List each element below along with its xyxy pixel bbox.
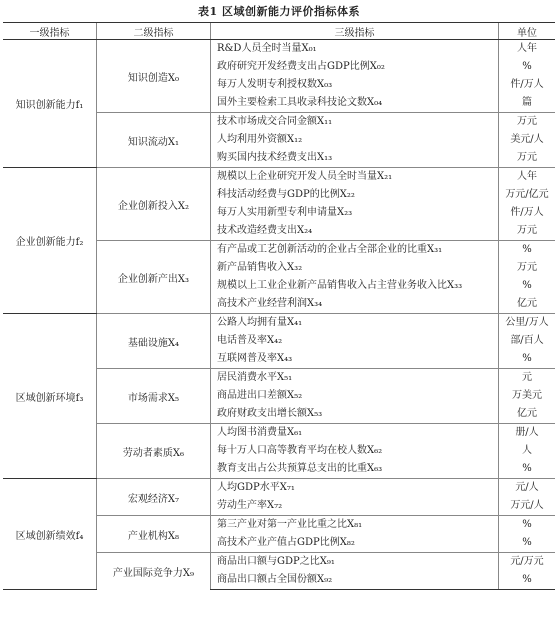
unit-cell: 件/万人 xyxy=(499,204,556,222)
unit-cell: % xyxy=(499,277,556,295)
level3-cell: 公路人均拥有量X₄₁ xyxy=(211,314,499,333)
level3-cell: 高技术产业产值占GDP比例X₈₂ xyxy=(211,534,499,553)
level3-cell: 有产品或工艺创新活动的企业占全部企业的比重X₃₁ xyxy=(211,241,499,260)
level2-cell: 劳动者素质X₆ xyxy=(97,424,211,479)
level1-cell: 区域创新绩效f₄ xyxy=(3,479,97,590)
level3-cell: 政府财政支出增长额X₅₃ xyxy=(211,405,499,424)
unit-cell: % xyxy=(499,460,556,479)
unit-cell: 亿元 xyxy=(499,405,556,424)
header-level2: 二级指标 xyxy=(97,23,211,40)
level2-cell: 企业创新产出X₃ xyxy=(97,241,211,314)
level2-cell: 宏观经济X₇ xyxy=(97,479,211,516)
unit-cell: 万元 xyxy=(499,113,556,132)
level3-cell: 每十万人口高等教育平均在校人数X₆₂ xyxy=(211,442,499,460)
level2-cell: 市场需求X₅ xyxy=(97,369,211,424)
level3-cell: 高技术产业经营利润X₃₄ xyxy=(211,295,499,314)
level3-cell: 政府研究开发经费支出占GDP比例X₀₂ xyxy=(211,58,499,76)
unit-cell: 元/万元 xyxy=(499,553,556,572)
level2-cell: 产业机构X₈ xyxy=(97,516,211,553)
table-caption: 表1 区域创新能力评价指标体系 xyxy=(198,5,360,18)
level3-cell: 电话普及率X₄₂ xyxy=(211,332,499,350)
level3-cell: 商品进出口差额X₅₂ xyxy=(211,387,499,405)
header-level1: 一级指标 xyxy=(3,23,97,40)
unit-cell: 件/万人 xyxy=(499,76,556,94)
header-unit: 单位 xyxy=(499,23,556,40)
level3-cell: 人均图书消费量X₆₁ xyxy=(211,424,499,443)
level3-cell: 新产品销售收入X₃₂ xyxy=(211,259,499,277)
level3-cell: 劳动生产率X₇₂ xyxy=(211,497,499,516)
level3-cell: 每万人发明专利授权数X₀₃ xyxy=(211,76,499,94)
level1-cell: 区域创新环境f₃ xyxy=(3,314,97,479)
unit-cell: 人 xyxy=(499,442,556,460)
level3-cell: 国外主要检索工具收录科技论文数X₀₄ xyxy=(211,94,499,113)
unit-cell: 人年 xyxy=(499,168,556,187)
unit-cell: 篇 xyxy=(499,94,556,113)
unit-cell: 元 xyxy=(499,369,556,388)
level3-cell: 每万人实用新型专利申请量X₂₃ xyxy=(211,204,499,222)
table-row xyxy=(3,314,555,333)
level2-cell: 产业国际竞争力X₉ xyxy=(97,553,211,590)
unit-cell: % xyxy=(499,58,556,76)
unit-cell: 美元/人 xyxy=(499,131,556,149)
level2-cell: 基础设施X₄ xyxy=(97,314,211,369)
level1-cell: 知识创新能力f₁ xyxy=(3,40,97,168)
level2-cell: 知识流动X₁ xyxy=(97,113,211,168)
table-row xyxy=(3,479,555,498)
unit-cell: 万元 xyxy=(499,259,556,277)
level3-cell: 技术改造经费支出X₂₄ xyxy=(211,222,499,241)
level3-cell: 科技活动经费与GDP的比例X₂₂ xyxy=(211,186,499,204)
indicator-table xyxy=(3,22,555,590)
level1-cell: 企业创新能力f₂ xyxy=(3,168,97,314)
level3-cell: 购买国内技术经费支出X₁₃ xyxy=(211,149,499,168)
level3-cell: 人均利用外资额X₁₂ xyxy=(211,131,499,149)
level3-cell: 教育支出占公共预算总支出的比重X₆₃ xyxy=(211,460,499,479)
unit-cell: 亿元 xyxy=(499,295,556,314)
unit-cell: 万元/亿元 xyxy=(499,186,556,204)
table-body xyxy=(3,40,555,590)
unit-cell: 公里/万人 xyxy=(499,314,556,333)
unit-cell: 人年 xyxy=(499,40,556,59)
level3-cell: 规模以上企业研究开发人员全时当量X₂₁ xyxy=(211,168,499,187)
unit-cell: 元/人 xyxy=(499,479,556,498)
level3-cell: 互联网普及率X₄₃ xyxy=(211,350,499,369)
level3-cell: 商品出口额占全国份额X₉₂ xyxy=(211,571,499,590)
level3-cell: 规模以上工业企业新产品销售收入占主营业务收入比X₃₃ xyxy=(211,277,499,295)
level3-cell: 第三产业对第一产业比重之比X₈₁ xyxy=(211,516,499,535)
unit-cell: 万元 xyxy=(499,149,556,168)
unit-cell: % xyxy=(499,350,556,369)
header-level3: 三级指标 xyxy=(211,23,499,40)
level2-cell: 知识创造X₀ xyxy=(97,40,211,113)
level2-cell: 企业创新投入X₂ xyxy=(97,168,211,241)
unit-cell: 册/人 xyxy=(499,424,556,443)
level3-cell: 商品出口额与GDP之比X₉₁ xyxy=(211,553,499,572)
unit-cell: 部/百人 xyxy=(499,332,556,350)
unit-cell: % xyxy=(499,516,556,535)
table-row xyxy=(3,168,555,187)
unit-cell: 万元/人 xyxy=(499,497,556,516)
table-header-row xyxy=(3,23,555,40)
unit-cell: 万元 xyxy=(499,222,556,241)
unit-cell: % xyxy=(499,241,556,260)
unit-cell: % xyxy=(499,571,556,590)
level3-cell: R&D人员全时当量X₀₁ xyxy=(211,40,499,59)
level3-cell: 居民消费水平X₅₁ xyxy=(211,369,499,388)
level3-cell: 技术市场成交合同金额X₁₁ xyxy=(211,113,499,132)
table-row xyxy=(3,40,555,59)
unit-cell: % xyxy=(499,534,556,553)
unit-cell: 万美元 xyxy=(499,387,556,405)
level3-cell: 人均GDP水平X₇₁ xyxy=(211,479,499,498)
